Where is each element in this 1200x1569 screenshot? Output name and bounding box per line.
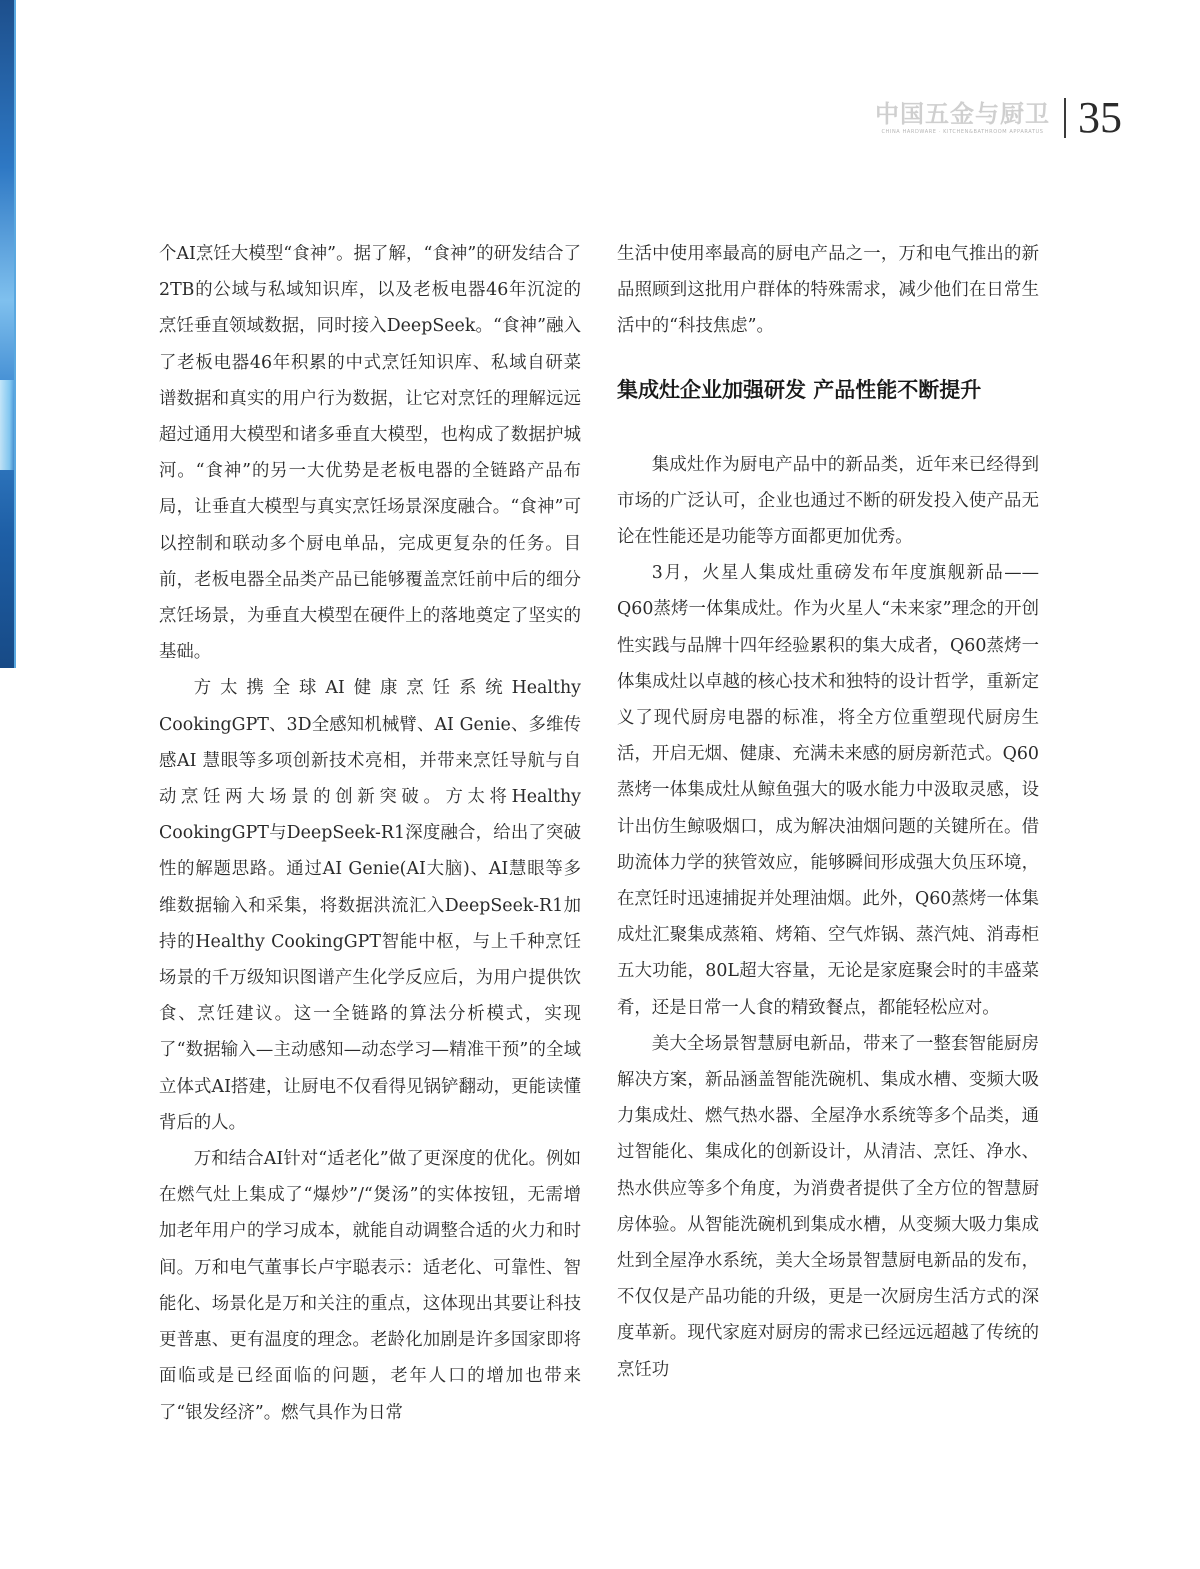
paragraph: 集成灶作为厨电产品中的新品类，近年来已经得到市场的广泛认可，企业也通过不断的研发投入使产品无论在性能还是功能等方面都更加优秀。 bbox=[617, 454, 1039, 548]
spacer bbox=[617, 345, 1039, 375]
magazine-name: 中国五金与厨卫 bbox=[875, 100, 1050, 128]
spacer bbox=[617, 405, 1039, 447]
edge-line bbox=[14, 0, 16, 668]
paragraph: 万和结合AI针对“适老化”做了更深度的优化。例如在燃气灶上集成了“爆炒”/“煲汤”的实体按钮，无需增加老年用户的学习成本，就能自动调整合适的火力和时间。万和电气董事长卢宇聪表示：适老化、可靠性、智能化、场景化是万和关注的重点，这体现出其要让科技更普惠、更有温度的理念。老龄化加剧是许多国家即将面临或是已经面临的问题，老年人口的增加也带来了“银发经济”。燃气具作为日常 bbox=[159, 1149, 581, 1423]
paragraph: 美大全场景智慧厨电新品，带来了一整套智能厨房解决方案，新品涵盖智能洗碗机、集成水槽、变频大吸力集成灶、燃气热水器、全屋净水系统等多个品类，通过智能化、集成化的创新设计，从清洁、烹饪、净水、热水供应等多个角度，为消费者提供了全方位的智慧厨房体验。从智能洗碗机到集成水槽，从变频大吸力集成灶到全屋净水系统，美大全场景智慧厨电新品的发布，不仅仅是产品功能的升级，更是一次厨房生活方式的深度革新。现代家庭对厨房的需求已经远远超越了传统的烹饪功 bbox=[617, 1033, 1039, 1380]
left-column bbox=[159, 236, 581, 1431]
page-header bbox=[875, 93, 1122, 142]
magazine-subtitle: CHINA HARDWARE · KITCHEN&BATHROOM APPARATUS bbox=[881, 129, 1044, 135]
right-column bbox=[617, 236, 1039, 1388]
paragraph: 生活中使用率最高的厨电产品之一，万和电气推出的新品照顾到这批用户群体的特殊需求，减少他们在日常生活中的“科技焦虑”。 bbox=[617, 244, 1039, 337]
paragraph: 3月，火星人集成灶重磅发布年度旗舰新品——Q60蒸烤一体集成灶。作为火星人“未来家”理念的开创性实践与品牌十四年经验累积的集大成者，Q60蒸烤一体集成灶以卓越的核心技术和独特的设计哲学，重新定义了现代厨房电器的标准，将全方位重塑现代厨房生活，开启无烟、健康、充满未来感的厨房新范式。Q60蒸烤一体集成灶从鲸鱼强大的吸水能力中汲取灵感，设计出仿生鲸吸烟口，成为解决油烟问题的关键所在。借助流体力学的狭管效应，能够瞬间形成强大负压环境，在烹饪时迅速捕捉并处理油烟。此外，Q60蒸烤一体集成灶汇聚集成蒸箱、烤箱、空气炸锅、蒸汽炖、消毒柜五大功能，80L超大容量，无论是家庭聚会时的丰盛菜肴，还是日常一人食的精致餐点，都能轻松应对。 bbox=[617, 563, 1039, 1018]
decorative-edge-image bbox=[0, 0, 16, 668]
header-divider bbox=[1064, 98, 1066, 138]
paragraph: 个AI烹饪大模型“食神”。据了解，“食神”的研发结合了2TB的公域与私域知识库，以及老板电器46年沉淀的烹饪垂直领域数据，同时接入DeepSeek。“食神”融入了老板电器46年积累的中式烹饪知识库、私域自研菜谱数据和真实的用户行为数据，让它对烹饪的理解远远超过通用大模型和诸多垂直大模型，也构成了数据护城河。“食神”的另一大优势是老板电器的全链路产品布局，让垂直大模型与真实烹饪场景深度融合。“食神”可以控制和联动多个厨电单品，完成更复杂的任务。目前，老板电器全品类产品已能够覆盖烹饪前中后的细分烹饪场景，为垂直大模型在硬件上的落地奠定了坚实的基础。 bbox=[159, 244, 581, 663]
paragraph: 方太携全球AI健康烹饪系统Healthy CookingGPT、3D全感知机械臂、AI Genie、多维传感AI 慧眼等多项创新技术亮相，并带来烹饪导航与自动烹饪两大场景的创新突破。方太将Healthy CookingGPT与DeepSeek-R1深度融合，给出了突破性的解题思路。通过AI Genie(AI大脑)、AI慧眼等多维数据输入和采集，将数据洪流汇入DeepSeek-R1加持的Healthy CookingGPT智能中枢，与上千种烹饪场景的千万级知识图谱产生化学反应后，为用户提供饮食、烹饪建议。这一全链路的算法分析模式，实现了“数据输入—主动感知—动态学习—精准干预”的全域立体式AI搭建，让厨电不仅看得见锅铲翻动，更能读懂背后的人。 bbox=[159, 678, 581, 1133]
section-heading: 集成灶企业加强研发 产品性能不断提升 bbox=[617, 377, 982, 402]
magazine-logo bbox=[875, 101, 1050, 135]
page-number: 35 bbox=[1078, 93, 1122, 142]
